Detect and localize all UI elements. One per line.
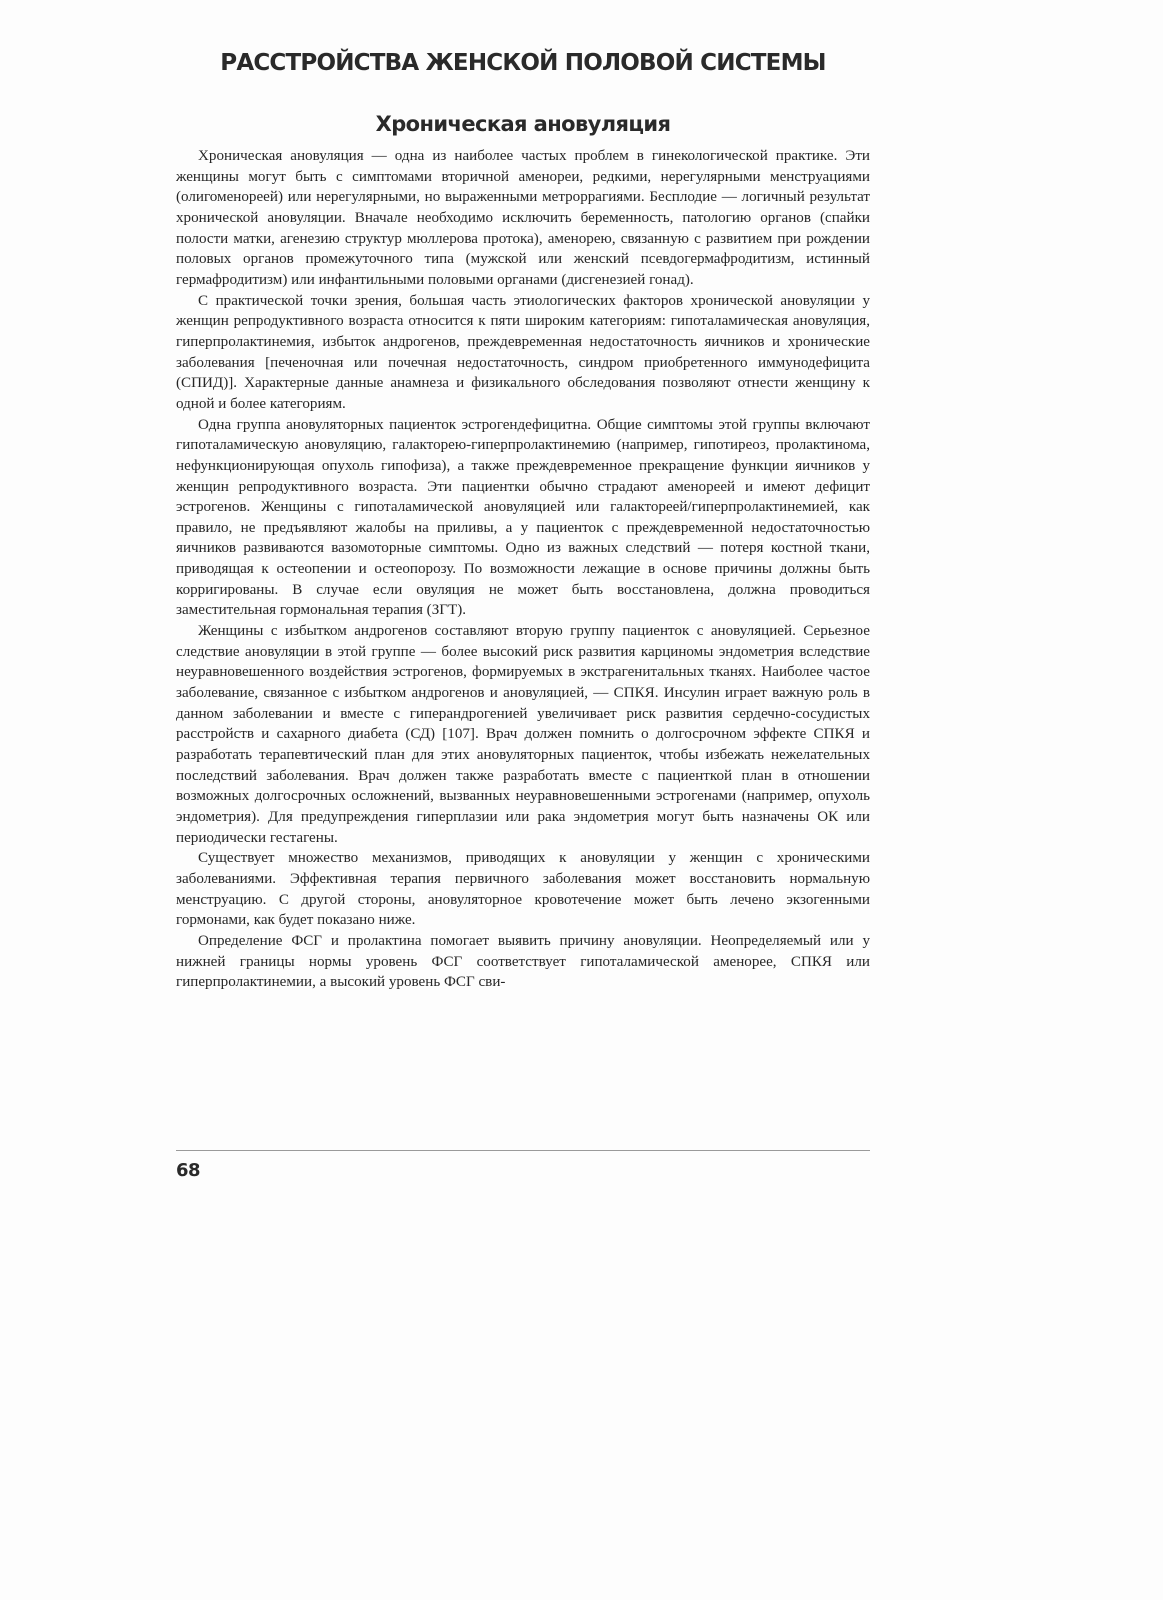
body-text — [176, 146, 870, 993]
paragraph: Хроническая ановуляция — одна из наиболее частых проблем в гинекологической практике. Эти женщины могут быть с симптомами вторичной аменореи, редкими, нерегулярными менструациями (олигоменореей) или нерегулярными, но выраженными метроррагиями. Бесплодие — логичный результат хронической ановуляции. Вначале необходимо исключить беременность, патологию органов (спайки полости матки, агенезию структур мюллерова протока), аменорею, связанную с развитием при рождении половых органов промежуточного типа (мужской или женский псевдогермафродитизм, истинный гермафродитизм) или инфантильными половыми органами (дисгенезией гонад). — [176, 148, 870, 288]
paragraph: С практической точки зрения, большая часть этиологических факторов хронической ановуляции у женщин репродуктивного возраста относится к пяти широким категориям: гипоталамическая ановуляция, гиперпролактинемия, избыток андрогенов, преждевременная недостаточность яичников и хронические заболевания [печеночная или почечная недостаточность, синдром приобретенного иммунодефицита (СПИД)]. Характерные данные анамнеза и физикального обследования позволяют отнести женщину к одной и более категориям. — [176, 292, 870, 412]
paragraph: Определение ФСГ и пролактина помогает выявить причину ановуляции. Неопределяемый или у нижней границы нормы уровень ФСГ соответствует гипоталамической аменорее, СПКЯ или гиперпролактинемии, а высокий уровень ФСГ сви- — [176, 932, 870, 991]
paragraph: Одна группа ановуляторных пациенток эстрогендефицитна. Общие симптомы этой группы включают гипоталамическую ановуляцию, галакторею-гиперпролактинемию (например, гипотиреоз, пролактинома, нефункционирующая опухоль гипофиза), а также преждевременное прекращение функции яичников у женщин репродуктивного возраста. Эти пациентки обычно страдают аменореей и имеют дефицит эстрогенов. Женщины с гипоталамической ановуляцией или галактореей/гиперпролактинемией, как правило, не предъявляют жалобы на приливы, а у пациенток с преждевременной недостаточностью яичников развиваются вазомоторные симптомы. Одно из важных следствий — потеря костной ткани, приводящая к остеопении и остеопорозу. По возможности лежащие в основе причины должны быть корригированы. В случае если овуляция не может быть восстановлена, должна проводиться заместительная гормональная терапия (ЗГТ). — [176, 416, 870, 619]
paragraph: Женщины с избытком андрогенов составляют вторую группу пациенток с ановуляцией. Серьезное следствие ановуляции в этой группе — более высокий риск развития карциномы эндометрия вследствие неуравновешенного воздействия эстрогенов, формируемых в экстрагенитальных тканях. Наиболее частое заболевание, связанное с избытком андрогенов и ановуляцией, — СПКЯ. Инсулин играет важную роль в данном заболевании и вместе с гиперандрогенией увеличивает риск развития сердечно-сосудистых расстройств и сахарного диабета (СД) [107]. Врач должен помнить о долгосрочном эффекте СПКЯ и разработать терапевтический план для этих ановуляторных пациенток, чтобы избежать нежелательных последствий заболевания. Врач должен также разработать вместе с пациенткой план в отношении возможных долгосрочных осложнений, вызванных неуравновешенными эстрогенами (например, опухоль эндометрия). Для предупреждения гиперплазии или рака эндометрия могут быть назначены ОК или периодически гестагены. — [176, 623, 870, 846]
paragraph: Существует множество механизмов, приводящих к ановуляции у женщин с хроническими заболеваниями. Эффективная терапия первичного заболевания может восстановить нормальную менструацию. С другой стороны, ановуляторное кровотечение может быть лечено экзогенными гормонами, как будет показано ниже. — [176, 850, 870, 929]
footer-divider — [176, 1150, 870, 1151]
page-number: 68 — [176, 1160, 201, 1181]
section-title: Хроническая ановуляция — [375, 112, 671, 136]
chapter-title: РАССТРОЙСТВА ЖЕНСКОЙ ПОЛОВОЙ СИСТЕМЫ — [220, 50, 826, 76]
